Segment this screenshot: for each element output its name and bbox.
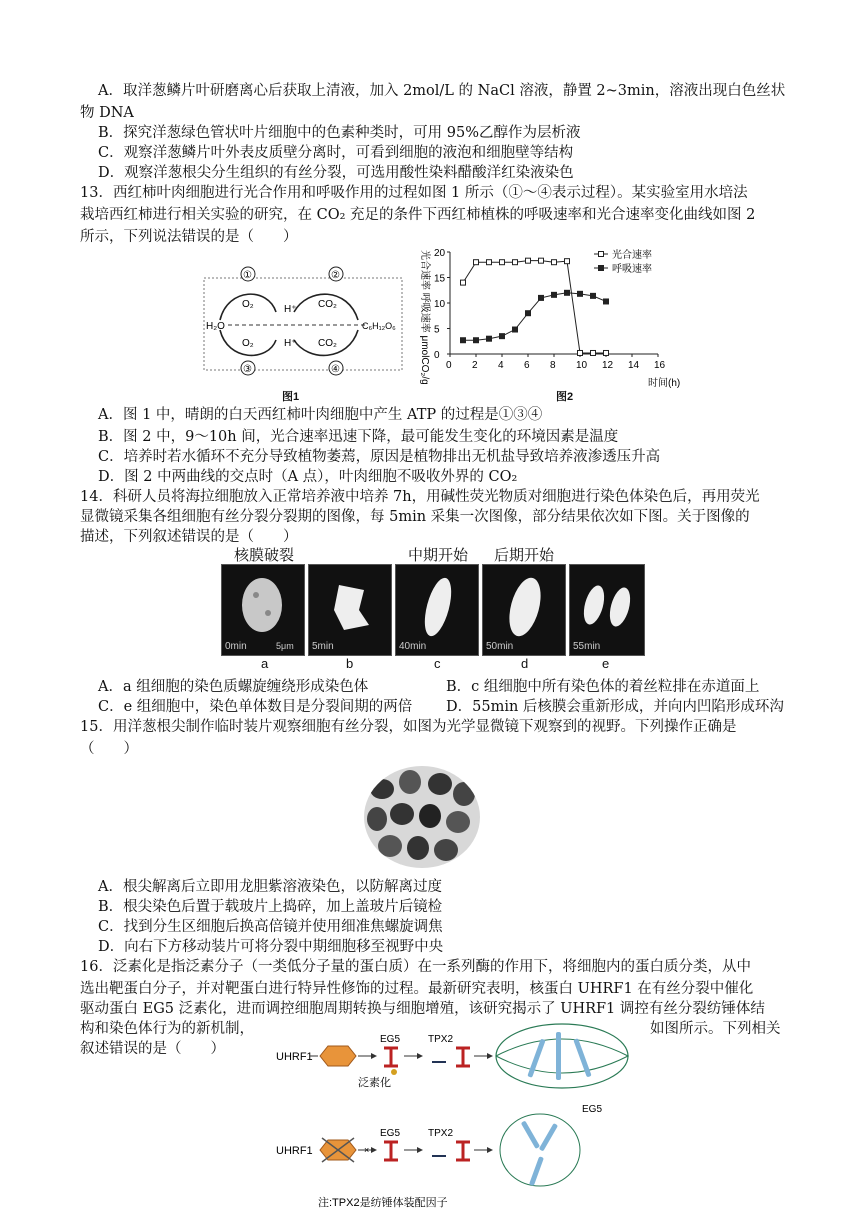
series-2-point: [500, 334, 505, 339]
letter-e: e: [602, 656, 610, 671]
q14-option-c: C．e 组细胞中，染色单体数目是分裂间期的两倍: [98, 699, 413, 715]
series-1-point: [513, 260, 518, 265]
series-2-point: [526, 311, 531, 316]
y-tick-label: 5: [434, 324, 440, 336]
chart-xlabel: 时间(h): [648, 378, 681, 389]
y-tick-label: 0: [434, 350, 440, 361]
mark-1: ①: [243, 270, 252, 281]
series-1-point: [565, 259, 570, 264]
q12-option-b: B．探究洋葱绿色管状叶片细胞中的色素种类时，可用 95%乙醇作为层析液: [98, 125, 581, 141]
q14-stem-line2: 显微镜采集各组细胞有丝分裂分裂期的图像，每 5min 采集一次图像，部分结果依次如下图。关于图像的: [80, 509, 750, 525]
eg5-label-3: EG5: [582, 1104, 603, 1115]
scale-bar: 5μm: [276, 641, 294, 651]
q16-figure: [272, 1012, 644, 1212]
label-h2o: H₂O: [206, 321, 225, 332]
series-1-point: [578, 350, 583, 355]
q16-stem-line1: 16．泛素化是指泛素分子（一类低分子量的蛋白质）在一系列酶的作用下，将细胞内的蛋白质分类，从中: [80, 959, 751, 975]
tpx2-note: 注:TPX2是纺锤体装配因子: [318, 1197, 448, 1209]
q14-stem-line3: 描述，下列叙述错误的是（ ）: [80, 529, 298, 545]
q12-option-d: D．观察洋葱根尖分生组织的有丝分裂，可选用酸性染料醋酸洋红染液染色: [98, 165, 574, 181]
series-2-point: [461, 338, 466, 343]
uhrf1-label-1: UHRF1: [276, 1051, 313, 1063]
q16-stem-line4b: 如图所示。下列相关: [650, 1021, 781, 1037]
micrograph-d: [482, 564, 566, 656]
series-1-point: [604, 350, 609, 355]
label-co2-bottom: CO₂: [318, 338, 337, 349]
label-h-bottom: H⁺: [284, 338, 297, 349]
series-2-point: [591, 293, 596, 298]
q15-option-b: B．根尖染色后置于载玻片上捣碎，加上盖玻片后镜检: [98, 899, 443, 915]
legend-marker-1: [599, 252, 604, 257]
micrograph-b: [308, 564, 392, 656]
q13-option-a: A．图 1 中，晴朗的白天西红柿叶肉细胞中产生 ATP 的过程是①③④: [98, 407, 543, 423]
label-h-top: H⁺: [284, 304, 297, 315]
mark-4: ④: [331, 364, 340, 375]
series-1-point: [461, 280, 466, 285]
x-tick-label: 0: [446, 360, 452, 371]
q14-option-a: A．a 组细胞的染色质螺旋缠绕形成染色体: [98, 679, 369, 695]
series-1-point: [552, 260, 557, 265]
q13-stem-line2: 栽培西红柿进行相关实验的研究，在 CO₂ 充足的条件下西红柿植株的呼吸速率和光合速率变化曲线如图 2: [80, 207, 756, 223]
x-tick-label: 10: [576, 360, 588, 371]
q13-option-c: C．培养时若水循环不充分导致植物萎蔫，原因是植物排出无机盐导致培养液渗透压升高: [98, 449, 661, 465]
legend-marker-2: [599, 266, 604, 271]
series-2-point: [474, 338, 479, 343]
q13-figure-1: [198, 262, 410, 382]
series-2-point: [552, 292, 557, 297]
series-1-point: [474, 260, 479, 265]
legend-label-1: 光合速率: [612, 250, 652, 261]
y-tick-label: 20: [434, 248, 446, 259]
q13-figure-2-chart: [404, 240, 684, 390]
series-1-point: [526, 258, 531, 263]
label-o2-top: O₂: [242, 299, 254, 310]
q16-stem-line3: 驱动蛋白 EG5 泛素化，进而调控细胞周期转换与细胞增殖，该研究揭示了 UHRF1 调控有丝分裂纺锤体结: [80, 1001, 765, 1017]
x-tick-label: 12: [602, 360, 614, 371]
svg-text:×: ×: [364, 1145, 370, 1155]
tpx2-label-2: TPX2: [428, 1128, 454, 1139]
q13-figure-2-caption: 图2: [556, 391, 574, 403]
x-tick-label: 8: [550, 360, 556, 371]
tpx2-label-1: TPX2: [428, 1034, 454, 1045]
q14-stem-line1: 14．科研人员将海拉细胞放入正常培养液中培养 7h，用碱性荧光物质对细胞进行染色体染色后，再用荧光: [80, 489, 760, 505]
series-line-2: [463, 293, 606, 340]
q15-option-c: C．找到分生区细胞后换高倍镜并使用细准焦螺旋调焦: [98, 919, 443, 935]
header-metaphase-start: 中期开始: [408, 547, 469, 564]
header-anaphase-start: 后期开始: [494, 547, 555, 564]
chart-ylabel: 光合速率 呼吸速率 μmolCO₂/g: [419, 250, 430, 385]
eg5-label-2: EG5: [380, 1128, 401, 1139]
label-co2-top: CO₂: [318, 299, 337, 310]
letter-a: a: [261, 656, 269, 671]
label-glucose: C₆H₁₂O₆: [362, 321, 396, 331]
q12-option-c: C．观察洋葱鳞片叶外表皮质壁分离时，可看到细胞的液泡和细胞壁等结构: [98, 145, 574, 161]
q13-stem-line3: 所示，下列说法错误的是（ ）: [80, 229, 298, 245]
y-tick-label: 15: [434, 273, 446, 285]
mark-2: ②: [331, 270, 340, 281]
time-40: 40min: [399, 641, 427, 652]
time-50: 50min: [486, 641, 514, 652]
series-1-point: [591, 350, 596, 355]
q15-stem-line2: （ ）: [80, 741, 138, 757]
label-o2-bottom: O₂: [242, 338, 254, 349]
q14-option-b: B．c 组细胞中所有染色体的着丝粒排在赤道面上: [446, 679, 760, 695]
time-55: 55min: [573, 641, 601, 652]
legend-label-2: 呼吸速率: [612, 264, 652, 275]
uhrf1-label-2: UHRF1: [276, 1145, 313, 1157]
micrograph-e: [569, 564, 645, 656]
q14-option-d: D．55min 后核膜会重新形成，并向内凹陷形成环沟: [446, 699, 784, 715]
series-2-point: [565, 290, 570, 295]
q15-microscope-field: [362, 764, 482, 870]
letter-d: d: [521, 656, 529, 671]
q12-option-a-line1: A．取洋葱鳞片叶研磨离心后获取上清液，加入 2mol/L 的 NaCl 溶液，静置 2~3min，溶液出现白色丝状: [98, 83, 786, 99]
series-2-point: [578, 291, 583, 296]
micrograph-c: [395, 564, 479, 656]
header-nuclear-breakdown: 核膜破裂: [234, 547, 295, 564]
q13-option-b: B．图 2 中，9～10h 间，光合速率迅速下降，最可能发生变化的环境因素是温度: [98, 429, 619, 445]
q12-option-a-line2: 物 DNA: [80, 105, 134, 121]
micrograph-a: [221, 564, 305, 656]
letter-c: c: [434, 656, 441, 671]
q15-option-d: D．向右下方移动装片可将分裂中期细胞移至视野中央: [98, 939, 444, 955]
x-tick-label: 2: [472, 360, 478, 371]
x-tick-label: 14: [628, 360, 640, 371]
ubiquitination-label: 泛素化: [358, 1077, 391, 1089]
y-tick-label: 10: [434, 299, 446, 310]
x-tick-label: 16: [654, 360, 666, 371]
q13-option-d: D．图 2 中两曲线的交点时（A 点），叶肉细胞不吸收外界的 CO₂: [98, 469, 518, 485]
time-0: 0min: [225, 641, 247, 652]
series-1-point: [500, 260, 505, 265]
q15-stem-line1: 15．用洋葱根尖制作临时装片观察细胞有丝分裂，如图为光学显微镜下观察到的视野。下列操作正确是: [80, 719, 737, 735]
x-tick-label: 6: [524, 360, 530, 371]
q13-figure-1-caption: 图1: [282, 391, 300, 403]
q13-stem-line1: 13．西红柿叶肉细胞进行光合作用和呼吸作用的过程如图 1 所示（①～④表示过程）。某实验室用水培法: [80, 185, 748, 201]
series-1-point: [487, 260, 492, 265]
q16-stem-line2: 选出靶蛋白分子，并对靶蛋白进行特异性修饰的过程。最新研究表明，核蛋白 UHRF1 在有丝分裂中催化: [80, 981, 754, 997]
q16-stem-line4a: 构和染色体行为的新机制，: [80, 1021, 254, 1037]
q16-stem-line5: 叙述错误的是（ ）: [80, 1041, 225, 1057]
q15-option-a: A．根尖解离后立即用龙胆紫溶液染色，以防解离过度: [98, 879, 442, 895]
series-2-point: [539, 295, 544, 300]
series-2-point: [513, 327, 518, 332]
series-2-point: [487, 336, 492, 341]
time-5: 5min: [312, 641, 334, 652]
x-tick-label: 4: [498, 360, 504, 371]
series-1-point: [539, 258, 544, 263]
mark-3: ③: [243, 364, 252, 375]
eg5-label-1: EG5: [380, 1034, 401, 1045]
letter-b: b: [346, 656, 354, 671]
series-2-point: [604, 299, 609, 304]
